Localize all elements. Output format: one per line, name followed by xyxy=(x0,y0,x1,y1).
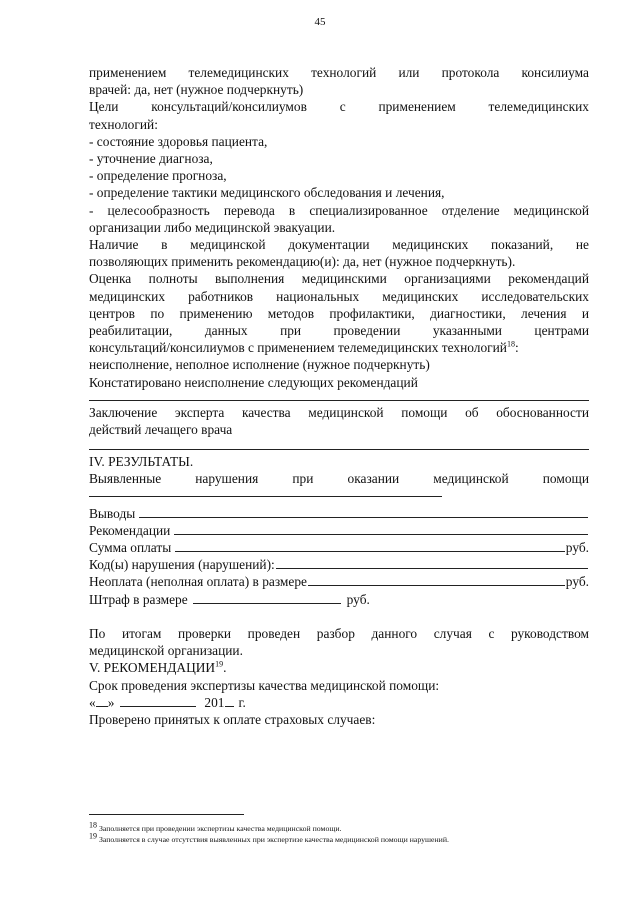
date-year-blank[interactable] xyxy=(225,694,234,707)
section-heading-recommendations xyxy=(89,659,589,676)
paragraph-line: центров по применению методов профилактики, диагностики, лечения и xyxy=(89,305,589,321)
recommendations-label: Рекомендации xyxy=(89,522,171,538)
footnote-number: 19 xyxy=(89,831,97,841)
footnote-ref: 19 xyxy=(215,659,224,669)
conclusions-blank[interactable] xyxy=(139,505,588,518)
review-line: По итогам проверки проведен разбор данного случая с руководством xyxy=(89,625,589,641)
fine-label: Штраф в размере xyxy=(89,591,188,607)
conclusions-label: Выводы xyxy=(89,505,136,521)
paragraph-line: Наличие в медицинской документации медицинских показаний, не xyxy=(89,237,589,253)
paragraph-text: : xyxy=(514,340,519,356)
checked-label: Проверено принятых к оплате страховых случаев: xyxy=(89,711,376,727)
paragraph-text: консультаций/консилиумов с применением телемедицинских технологий xyxy=(89,340,507,356)
date-month-blank[interactable] xyxy=(120,694,196,707)
paragraph-line: применением телемедицинских технологий или протокола консилиума xyxy=(89,65,589,80)
date-suffix: г. xyxy=(238,694,246,710)
goal-item: - целесообразность перевода в специализированное отделение медицинской xyxy=(89,202,589,218)
goal-item: - состояние здоровья пациента, xyxy=(89,133,268,149)
goal-item: - определение тактики медицинского обследования и лечения, xyxy=(89,185,445,201)
violations-line: Выявленные нарушения при оказании медицинской помощи xyxy=(89,471,589,487)
paragraph-line xyxy=(89,339,589,356)
paragraph-line: Заключение эксперта качества медицинской помощи об обоснованности xyxy=(89,404,589,420)
footnote-text: Заполняется в случае отсутствия выявленных при экспертизе качества медицинской помощи нарушений. xyxy=(98,835,449,844)
date-field[interactable] xyxy=(89,694,589,711)
paragraph-line: реабилитации, данных при проведении указанными центрами xyxy=(89,323,589,339)
paragraph-line: Констатировано неисполнение следующих рекомендаций xyxy=(89,374,418,390)
nonpayment-field[interactable] xyxy=(89,573,589,590)
goal-item: организации либо медицинской эвакуации. xyxy=(89,219,336,235)
payment-field[interactable] xyxy=(89,539,589,556)
page-number: 45 xyxy=(314,16,326,28)
paragraph-line: действий лечащего врача xyxy=(89,422,233,438)
goal-item: - определение прогноза, xyxy=(89,168,227,184)
codes-field[interactable] xyxy=(89,556,589,573)
paragraph-line: технологий: xyxy=(89,116,158,132)
blank-line[interactable] xyxy=(89,400,589,401)
footnote-ref: 18 xyxy=(506,339,515,349)
paragraph-line: медицинских работников национальных медицинских исследовательских xyxy=(89,288,589,304)
payment-unit: руб. xyxy=(565,540,589,556)
conclusions-field[interactable] xyxy=(89,505,589,522)
term-label: Срок проведения экспертизы качества медицинской помощи: xyxy=(89,677,440,693)
paragraph-line: Цели консультаций/консилиумов с применением телемедицинских xyxy=(89,99,589,115)
document-body xyxy=(89,64,589,728)
paragraph-line: Оценка полноты выполнения медицинскими организациями рекомендаций xyxy=(89,271,589,287)
codes-label: Код(ы) нарушения (нарушений): xyxy=(89,557,275,573)
date-quote-close: » xyxy=(107,694,115,710)
footnote-19 xyxy=(89,831,589,845)
heading-text: . xyxy=(223,660,227,676)
recommendations-blank[interactable] xyxy=(174,522,588,535)
payment-blank[interactable] xyxy=(175,539,565,552)
paragraph-line: неисполнение, неполное исполнение (нужное подчеркнуть) xyxy=(89,357,430,373)
nonpayment-blank[interactable] xyxy=(308,573,565,586)
goal-item: - уточнение диагноза, xyxy=(89,151,213,167)
date-year: 201 xyxy=(204,694,225,710)
fine-blank[interactable] xyxy=(193,591,341,604)
fine-unit: руб. xyxy=(346,591,370,607)
recommendations-field[interactable] xyxy=(89,522,589,539)
footnote-text: Заполняется при проведении экспертизы качества медицинской помощи. xyxy=(98,824,342,833)
footnote-18 xyxy=(89,820,589,834)
footnote-number: 18 xyxy=(89,820,97,830)
paragraph-line: позволяющих применить рекомендацию(и): да, нет (нужное подчеркнуть). xyxy=(89,254,516,270)
review-line: медицинской организации. xyxy=(89,643,243,659)
blank-line[interactable] xyxy=(89,496,442,497)
paragraph-line: врачей: да, нет (нужное подчеркнуть) xyxy=(89,82,304,98)
date-day-blank[interactable] xyxy=(96,694,108,707)
date-quote-open: « xyxy=(89,694,96,710)
heading-text: V. РЕКОМЕНДАЦИИ xyxy=(89,660,216,676)
section-heading-results: IV. РЕЗУЛЬТАТЫ. xyxy=(89,454,194,470)
blank-line[interactable] xyxy=(89,449,589,450)
fine-field[interactable] xyxy=(89,591,589,608)
payment-label: Сумма оплаты xyxy=(89,540,172,556)
codes-blank[interactable] xyxy=(276,556,588,569)
nonpayment-label: Неоплата (неполная оплата) в размере xyxy=(89,574,307,590)
nonpayment-unit: руб. xyxy=(565,574,589,590)
footnotes xyxy=(89,814,589,845)
footnote-divider xyxy=(89,814,244,815)
